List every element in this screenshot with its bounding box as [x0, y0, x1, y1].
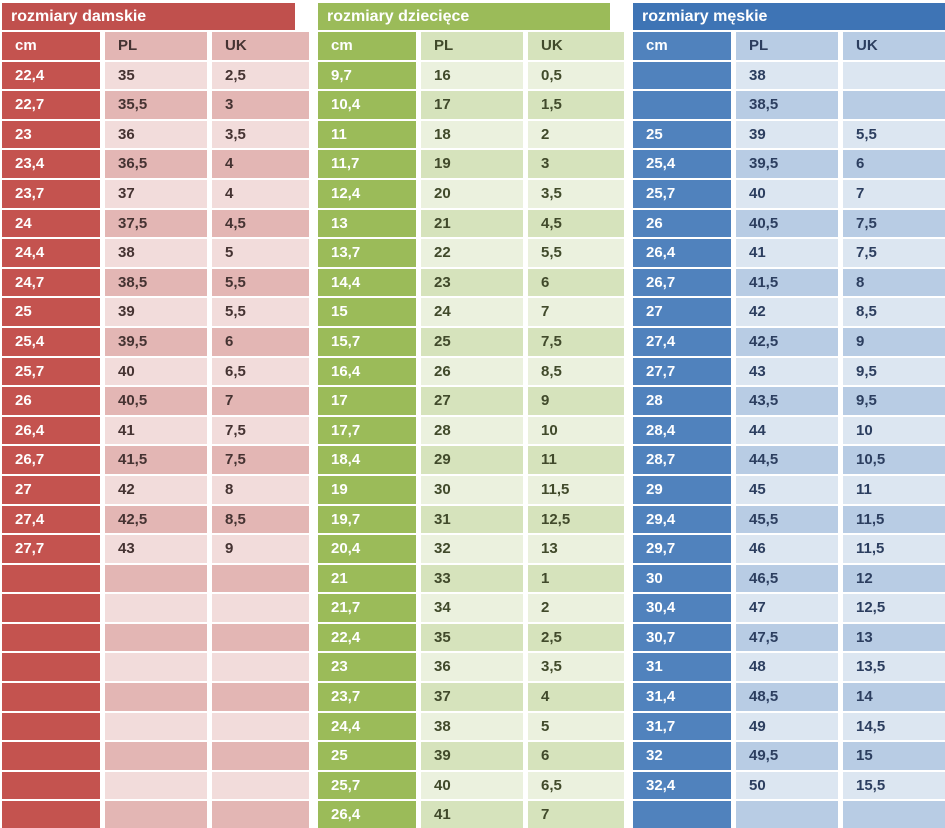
cell-uk [212, 801, 309, 828]
cell-uk: 9 [843, 328, 945, 356]
cell-pl: 44,5 [736, 446, 838, 474]
cell-uk [212, 772, 309, 800]
cell-pl: 36 [421, 653, 523, 681]
cell-uk: 3,5 [212, 121, 309, 149]
cell-uk: 5 [212, 239, 309, 267]
cell-cm: 27 [633, 298, 731, 326]
cell-pl: 19 [421, 150, 523, 178]
cell-uk [843, 801, 945, 828]
cell-uk: 0,5 [528, 62, 624, 90]
cell-cm: 28,4 [633, 417, 731, 445]
cell-uk: 10,5 [843, 446, 945, 474]
cell-pl [105, 801, 207, 828]
cell-uk [212, 624, 309, 652]
cell-pl: 38 [421, 713, 523, 741]
cell-cm: 19 [318, 476, 416, 504]
cell-cm: 23 [2, 121, 100, 149]
cell-uk: 11 [528, 446, 624, 474]
cell-pl: 40,5 [105, 387, 207, 415]
cell-uk [212, 742, 309, 770]
cell-cm: 23 [318, 653, 416, 681]
section-title-mens: rozmiary męskie [633, 3, 945, 30]
header-cm: cm [2, 32, 100, 60]
cell-cm: 21,7 [318, 594, 416, 622]
cell-pl [105, 624, 207, 652]
cell-uk: 4,5 [528, 210, 624, 238]
cell-cm: 26,4 [318, 801, 416, 828]
cell-cm: 14,4 [318, 269, 416, 297]
cell-cm: 28,7 [633, 446, 731, 474]
cell-cm: 11,7 [318, 150, 416, 178]
table-grid-mens [633, 32, 945, 828]
cell-cm: 26,7 [633, 269, 731, 297]
cell-cm: 26 [2, 387, 100, 415]
cell-pl: 20 [421, 180, 523, 208]
cell-uk [843, 91, 945, 119]
cell-uk: 4 [212, 180, 309, 208]
cell-pl: 37 [105, 180, 207, 208]
cell-pl: 18 [421, 121, 523, 149]
header-uk: UK [212, 32, 309, 60]
cell-pl: 23 [421, 269, 523, 297]
cell-pl: 25 [421, 328, 523, 356]
cell-cm [2, 713, 100, 741]
header-uk: UK [843, 32, 945, 60]
cell-pl: 39,5 [736, 150, 838, 178]
cell-uk: 8,5 [528, 358, 624, 386]
cell-uk: 15 [843, 742, 945, 770]
cell-pl: 49 [736, 713, 838, 741]
cell-cm [2, 653, 100, 681]
cell-cm: 25 [318, 742, 416, 770]
cell-cm: 10,4 [318, 91, 416, 119]
cell-pl: 37 [421, 683, 523, 711]
cell-uk: 4 [528, 683, 624, 711]
cell-cm: 27,4 [2, 506, 100, 534]
cell-cm: 20,4 [318, 535, 416, 563]
cell-cm: 15 [318, 298, 416, 326]
cell-pl: 41 [421, 801, 523, 828]
cell-pl: 43,5 [736, 387, 838, 415]
cell-uk: 7 [843, 180, 945, 208]
cell-cm: 25,4 [2, 328, 100, 356]
cell-cm: 23,7 [318, 683, 416, 711]
cell-cm [633, 801, 731, 828]
cell-uk: 6,5 [212, 358, 309, 386]
cell-pl: 45 [736, 476, 838, 504]
cell-cm: 17 [318, 387, 416, 415]
table-womens-sizes [0, 0, 315, 828]
cell-cm: 31 [633, 653, 731, 681]
cell-pl: 16 [421, 62, 523, 90]
cell-uk: 11,5 [843, 506, 945, 534]
cell-uk: 15,5 [843, 772, 945, 800]
cell-uk: 1,5 [528, 91, 624, 119]
cell-pl: 38,5 [105, 269, 207, 297]
cell-pl: 40 [105, 358, 207, 386]
header-cm: cm [318, 32, 416, 60]
cell-cm: 13,7 [318, 239, 416, 267]
cell-cm: 26,4 [2, 417, 100, 445]
cell-pl: 21 [421, 210, 523, 238]
cell-pl: 35 [105, 62, 207, 90]
cell-pl [105, 742, 207, 770]
cell-uk: 5,5 [212, 298, 309, 326]
cell-cm: 27,7 [2, 535, 100, 563]
cell-uk: 6 [528, 269, 624, 297]
cell-cm: 25 [2, 298, 100, 326]
cell-cm [2, 801, 100, 828]
cell-pl: 48 [736, 653, 838, 681]
cell-pl [105, 565, 207, 593]
cell-uk: 4,5 [212, 210, 309, 238]
cell-uk: 11,5 [843, 535, 945, 563]
cell-pl [105, 772, 207, 800]
table-childrens-sizes [315, 0, 630, 828]
cell-uk [212, 565, 309, 593]
cell-cm: 30,4 [633, 594, 731, 622]
cell-cm: 21 [318, 565, 416, 593]
cell-cm: 16,4 [318, 358, 416, 386]
cell-uk: 13,5 [843, 653, 945, 681]
cell-pl [105, 683, 207, 711]
cell-cm: 23,4 [2, 150, 100, 178]
cell-uk: 9 [212, 535, 309, 563]
cell-uk: 8,5 [843, 298, 945, 326]
cell-uk: 3 [212, 91, 309, 119]
header-pl: PL [736, 32, 838, 60]
cell-pl: 38 [736, 62, 838, 90]
cell-cm: 27,4 [633, 328, 731, 356]
cell-cm: 24,7 [2, 269, 100, 297]
cell-pl: 40 [736, 180, 838, 208]
cell-uk: 13 [843, 624, 945, 652]
cell-cm: 24 [2, 210, 100, 238]
cell-cm: 13 [318, 210, 416, 238]
cell-uk: 6 [843, 150, 945, 178]
cell-pl: 43 [105, 535, 207, 563]
cell-uk: 12 [843, 565, 945, 593]
cell-pl: 34 [421, 594, 523, 622]
cell-uk: 7 [528, 298, 624, 326]
cell-uk: 7,5 [843, 210, 945, 238]
cell-pl: 41,5 [736, 269, 838, 297]
cell-uk: 7,5 [212, 417, 309, 445]
cell-pl: 17 [421, 91, 523, 119]
cell-cm: 22,7 [2, 91, 100, 119]
cell-uk: 3 [528, 150, 624, 178]
cell-cm: 17,7 [318, 417, 416, 445]
cell-cm: 12,4 [318, 180, 416, 208]
cell-cm: 30 [633, 565, 731, 593]
cell-uk: 7 [212, 387, 309, 415]
cell-cm: 24,4 [318, 713, 416, 741]
cell-cm: 27,7 [633, 358, 731, 386]
cell-uk: 11 [843, 476, 945, 504]
cell-uk [843, 62, 945, 90]
cell-cm [633, 62, 731, 90]
cell-pl: 49,5 [736, 742, 838, 770]
cell-uk: 11,5 [528, 476, 624, 504]
cell-uk: 3,5 [528, 180, 624, 208]
cell-pl: 39 [421, 742, 523, 770]
cell-pl: 28 [421, 417, 523, 445]
cell-pl: 22 [421, 239, 523, 267]
cell-pl: 39,5 [105, 328, 207, 356]
cell-pl: 38 [105, 239, 207, 267]
cell-pl: 50 [736, 772, 838, 800]
cell-uk [212, 594, 309, 622]
cell-uk: 2 [528, 121, 624, 149]
cell-pl: 48,5 [736, 683, 838, 711]
cell-pl: 26 [421, 358, 523, 386]
table-grid-childrens [318, 32, 624, 828]
cell-uk: 9,5 [843, 358, 945, 386]
cell-pl: 30 [421, 476, 523, 504]
cell-uk: 13 [528, 535, 624, 563]
cell-pl: 46 [736, 535, 838, 563]
cell-uk: 5 [528, 713, 624, 741]
cell-pl [105, 653, 207, 681]
header-pl: PL [421, 32, 523, 60]
cell-uk [212, 683, 309, 711]
cell-pl: 35,5 [105, 91, 207, 119]
cell-pl: 35 [421, 624, 523, 652]
cell-cm: 25,7 [2, 358, 100, 386]
section-title-womens: rozmiary damskie [2, 3, 295, 30]
cell-pl [105, 713, 207, 741]
cell-cm: 25,7 [633, 180, 731, 208]
cell-pl: 41,5 [105, 446, 207, 474]
cell-uk: 2,5 [212, 62, 309, 90]
cell-pl: 42 [105, 476, 207, 504]
cell-uk: 7,5 [212, 446, 309, 474]
cell-pl: 42,5 [736, 328, 838, 356]
cell-cm: 24,4 [2, 239, 100, 267]
cell-uk: 14 [843, 683, 945, 711]
cell-cm [2, 742, 100, 770]
cell-cm: 27 [2, 476, 100, 504]
cell-uk: 9 [528, 387, 624, 415]
cell-uk: 10 [528, 417, 624, 445]
cell-pl: 36,5 [105, 150, 207, 178]
cell-uk: 6 [528, 742, 624, 770]
cell-cm [633, 91, 731, 119]
cell-cm: 25,4 [633, 150, 731, 178]
cell-cm: 30,7 [633, 624, 731, 652]
cell-pl: 36 [105, 121, 207, 149]
cell-cm: 31,7 [633, 713, 731, 741]
cell-pl: 44 [736, 417, 838, 445]
header-uk: UK [528, 32, 624, 60]
cell-pl: 39 [105, 298, 207, 326]
cell-uk: 1 [528, 565, 624, 593]
cell-pl: 32 [421, 535, 523, 563]
cell-pl: 46,5 [736, 565, 838, 593]
cell-uk: 7,5 [528, 328, 624, 356]
table-grid-womens [2, 32, 309, 828]
cell-uk [212, 713, 309, 741]
cell-uk: 2 [528, 594, 624, 622]
cell-cm: 32 [633, 742, 731, 770]
cell-pl: 43 [736, 358, 838, 386]
cell-pl: 39 [736, 121, 838, 149]
cell-uk: 8,5 [212, 506, 309, 534]
cell-uk: 4 [212, 150, 309, 178]
cell-uk: 9,5 [843, 387, 945, 415]
section-title-childrens: rozmiary dziecięce [318, 3, 610, 30]
cell-pl: 24 [421, 298, 523, 326]
cell-pl: 45,5 [736, 506, 838, 534]
cell-uk: 12,5 [528, 506, 624, 534]
cell-uk: 5,5 [843, 121, 945, 149]
cell-cm: 23,7 [2, 180, 100, 208]
header-pl: PL [105, 32, 207, 60]
cell-pl: 33 [421, 565, 523, 593]
cell-uk: 6 [212, 328, 309, 356]
cell-cm: 15,7 [318, 328, 416, 356]
cell-pl: 37,5 [105, 210, 207, 238]
cell-cm: 32,4 [633, 772, 731, 800]
cell-uk: 8 [843, 269, 945, 297]
cell-pl: 41 [105, 417, 207, 445]
cell-pl: 42,5 [105, 506, 207, 534]
cell-cm: 29 [633, 476, 731, 504]
cell-cm: 29,7 [633, 535, 731, 563]
cell-uk: 5,5 [212, 269, 309, 297]
cell-cm: 31,4 [633, 683, 731, 711]
cell-uk: 6,5 [528, 772, 624, 800]
cell-pl: 40,5 [736, 210, 838, 238]
cell-cm: 19,7 [318, 506, 416, 534]
cell-uk: 5,5 [528, 239, 624, 267]
cell-uk: 8 [212, 476, 309, 504]
table-mens-sizes [630, 0, 945, 828]
cell-pl: 27 [421, 387, 523, 415]
cell-pl: 40 [421, 772, 523, 800]
cell-pl: 47 [736, 594, 838, 622]
cell-cm [2, 565, 100, 593]
cell-uk: 14,5 [843, 713, 945, 741]
cell-pl: 29 [421, 446, 523, 474]
cell-cm: 25,7 [318, 772, 416, 800]
cell-cm [2, 594, 100, 622]
cell-cm: 28 [633, 387, 731, 415]
cell-pl [105, 594, 207, 622]
cell-pl: 41 [736, 239, 838, 267]
cell-uk: 12,5 [843, 594, 945, 622]
cell-uk: 3,5 [528, 653, 624, 681]
cell-cm [2, 624, 100, 652]
cell-cm: 26 [633, 210, 731, 238]
cell-pl: 47,5 [736, 624, 838, 652]
cell-cm: 9,7 [318, 62, 416, 90]
cell-pl [736, 801, 838, 828]
cell-uk: 2,5 [528, 624, 624, 652]
cell-cm: 22,4 [318, 624, 416, 652]
cell-cm [2, 683, 100, 711]
cell-pl: 31 [421, 506, 523, 534]
cell-uk [212, 653, 309, 681]
cell-cm: 26,4 [633, 239, 731, 267]
cell-uk: 10 [843, 417, 945, 445]
cell-cm [2, 772, 100, 800]
cell-cm: 26,7 [2, 446, 100, 474]
cell-pl: 38,5 [736, 91, 838, 119]
cell-cm: 11 [318, 121, 416, 149]
cell-uk: 7,5 [843, 239, 945, 267]
cell-cm: 25 [633, 121, 731, 149]
header-cm: cm [633, 32, 731, 60]
cell-cm: 29,4 [633, 506, 731, 534]
cell-cm: 18,4 [318, 446, 416, 474]
cell-pl: 42 [736, 298, 838, 326]
cell-uk: 7 [528, 801, 624, 828]
cell-cm: 22,4 [2, 62, 100, 90]
